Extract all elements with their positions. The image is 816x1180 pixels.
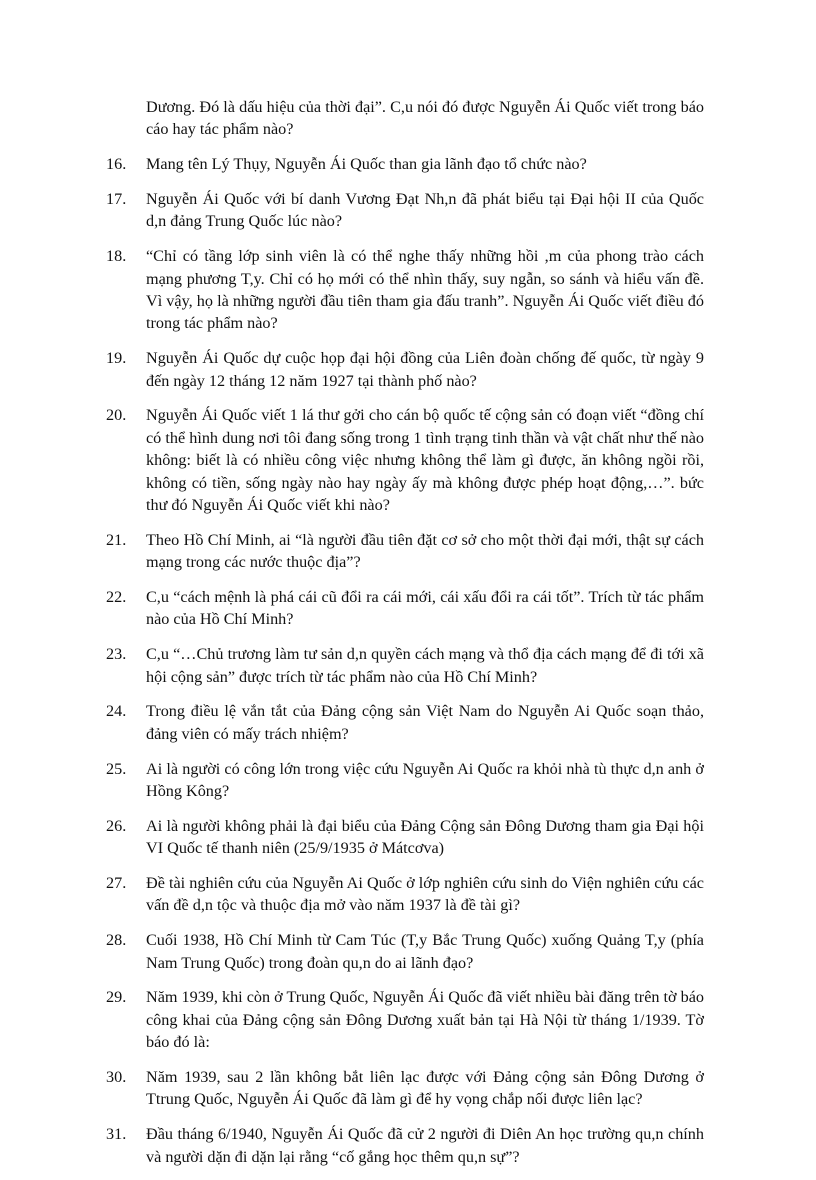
question-item xyxy=(106,96,704,141)
question-number: 22. xyxy=(106,588,127,607)
question-text: Cuối 1938, Hồ Chí Minh từ Cam Túc (T,y Bắc Trung Quốc) xuống Quảng T,y (phía Nam Trung Quốc) trong đoàn qu,n do ai lãnh đạo? xyxy=(146,931,704,972)
question-number: 16. xyxy=(106,155,127,174)
question-item xyxy=(106,586,704,631)
question-text: Năm 1939, sau 2 lần không bắt liên lạc được với Đảng cộng sản Đông Dương ở Ttrung Quốc, Nguyễn Ái Quốc đã làm gì để hy vọng chắp nối được liên lạc? xyxy=(146,1068,704,1109)
question-item xyxy=(106,347,704,392)
question-text: Năm 1939, khi còn ở Trung Quốc, Nguyễn Ái Quốc đã viết nhiều bài đăng trên tờ báo công khai của Đảng cộng sản Đông Dương xuất bản tại Hà Nội từ tháng 1/1939. Tờ báo đó là: xyxy=(146,988,704,1052)
question-text: Nguyễn Ái Quốc dự cuộc họp đại hội đồng của Liên đoàn chống đế quốc, từ ngày 9 đến ngày 12 tháng 12 năm 1927 tại thành phố nào? xyxy=(146,349,704,390)
question-number: 29. xyxy=(106,988,127,1007)
question-number: 19. xyxy=(106,349,127,368)
question-text: Đề tài nghiên cứu của Nguyễn Ai Quốc ở lớp nghiên cứu sinh do Viện nghiên cứu các vấn đề d,n tộc và thuộc địa mở vào năm 1937 là đề tài gì? xyxy=(146,874,704,915)
question-number: 18. xyxy=(106,247,127,266)
question-text: Ai là người không phải là đại biểu của Đảng Cộng sản Đông Dương tham gia Đại hội VI Quốc tế thanh niên (25/9/1935 ở Mátcơva) xyxy=(146,816,704,858)
question-item xyxy=(106,929,704,974)
question-number: 24. xyxy=(106,702,127,721)
question-number: 20. xyxy=(106,406,127,425)
question-text: Đầu tháng 6/1940, Nguyễn Ái Quốc đã cử 2 người đi Diên An học trường qu,n chính và người dặn đi dặn lại rằng “cố gắng học thêm qu,n sự”? xyxy=(146,1125,704,1166)
question-number: 31. xyxy=(106,1125,127,1144)
question-number: 23. xyxy=(106,645,127,664)
question-number: 26. xyxy=(106,816,127,835)
question-text: Nguyễn Ái Quốc viết 1 lá thư gởi cho cán bộ quốc tế cộng sản có đoạn viết “đồng chí có thể hình dung nơi tôi đang sống trong 1 tình trạng tinh thần và vật chất như thế nào không: biết là có nhiều công việc nhưng không thể làm gì được, ăn không ngồi rồi, không có tiền, sống ngày nào hay ngày ấy mà không được phép hoạt động,…”. bức thư đó Nguyễn Ái Quốc viết khi nào? xyxy=(146,406,704,515)
question-item xyxy=(106,700,704,745)
question-text: C,u “cách mệnh là phá cái cũ đổi ra cái mới, cái xấu đổi ra cái tốt”. Trích từ tác phẩm nào của Hồ Chí Minh? xyxy=(146,588,704,629)
question-item xyxy=(106,188,704,233)
question-list xyxy=(106,96,704,1180)
question-text: Theo Hồ Chí Minh, ai “là người đầu tiên đặt cơ sở cho một thời đại mới, thật sự cách mạng trong các nước thuộc địa”? xyxy=(146,530,704,572)
question-text: Nguyễn Ái Quốc với bí danh Vương Đạt Nh,n đã phát biểu tại Đại hội II của Quốc d,n đảng Trung Quốc lúc nào? xyxy=(146,190,704,231)
question-text: Dương. Đó là dấu hiệu của thời đại”. C,u nói đó được Nguyễn Ái Quốc viết trong báo cáo hay tác phẩm nào? xyxy=(146,98,704,139)
question-text: Trong điều lệ vắn tắt của Đảng cộng sản Việt Nam do Nguyễn Ai Quốc soạn thảo, đảng viên có mấy trách nhiệm? xyxy=(146,702,704,743)
question-item xyxy=(106,758,704,803)
question-item xyxy=(106,643,704,688)
question-item xyxy=(106,872,704,917)
question-item xyxy=(106,1066,704,1111)
question-number: 25. xyxy=(106,759,127,778)
question-item xyxy=(106,986,704,1053)
question-item xyxy=(106,153,704,175)
question-item xyxy=(106,529,704,574)
question-number: 17. xyxy=(106,190,127,208)
question-item xyxy=(106,815,704,860)
question-text: “Chỉ có tầng lớp sinh viên là có thể nghe thấy những hồi ,m của phong trào cách mạng phương T,y. Chỉ có họ mới có thể nhìn thấy, suy ngẫn, so sánh và hiểu vấn đề. Vì vậy, họ là những người đầu tiên tham gia đấu tranh”. Nguyễn Ái Quốc viết điều đó trong tác phẩm nào? xyxy=(146,247,704,333)
question-number: 30. xyxy=(106,1068,127,1087)
question-text: C,u “…Chủ trương làm tư sản d,n quyền cách mạng và thổ địa cách mạng để đi tới xã hội cộng sản” được trích từ tác phẩm nào của Hồ Chí Minh? xyxy=(146,645,704,686)
question-item xyxy=(106,1123,704,1168)
question-item xyxy=(106,404,704,516)
question-item xyxy=(106,245,704,335)
question-text: Ai là người có công lớn trong việc cứu Nguyễn Ai Quốc ra khỏi nhà tù thực d,n anh ở Hồng Kông? xyxy=(146,759,704,801)
question-number: 28. xyxy=(106,931,127,950)
question-number: 27. xyxy=(106,874,127,893)
question-text: Mang tên Lý Thụy, Nguyễn Ái Quốc than gia lãnh đạo tổ chức nào? xyxy=(146,155,587,174)
question-number: 21. xyxy=(106,530,127,549)
